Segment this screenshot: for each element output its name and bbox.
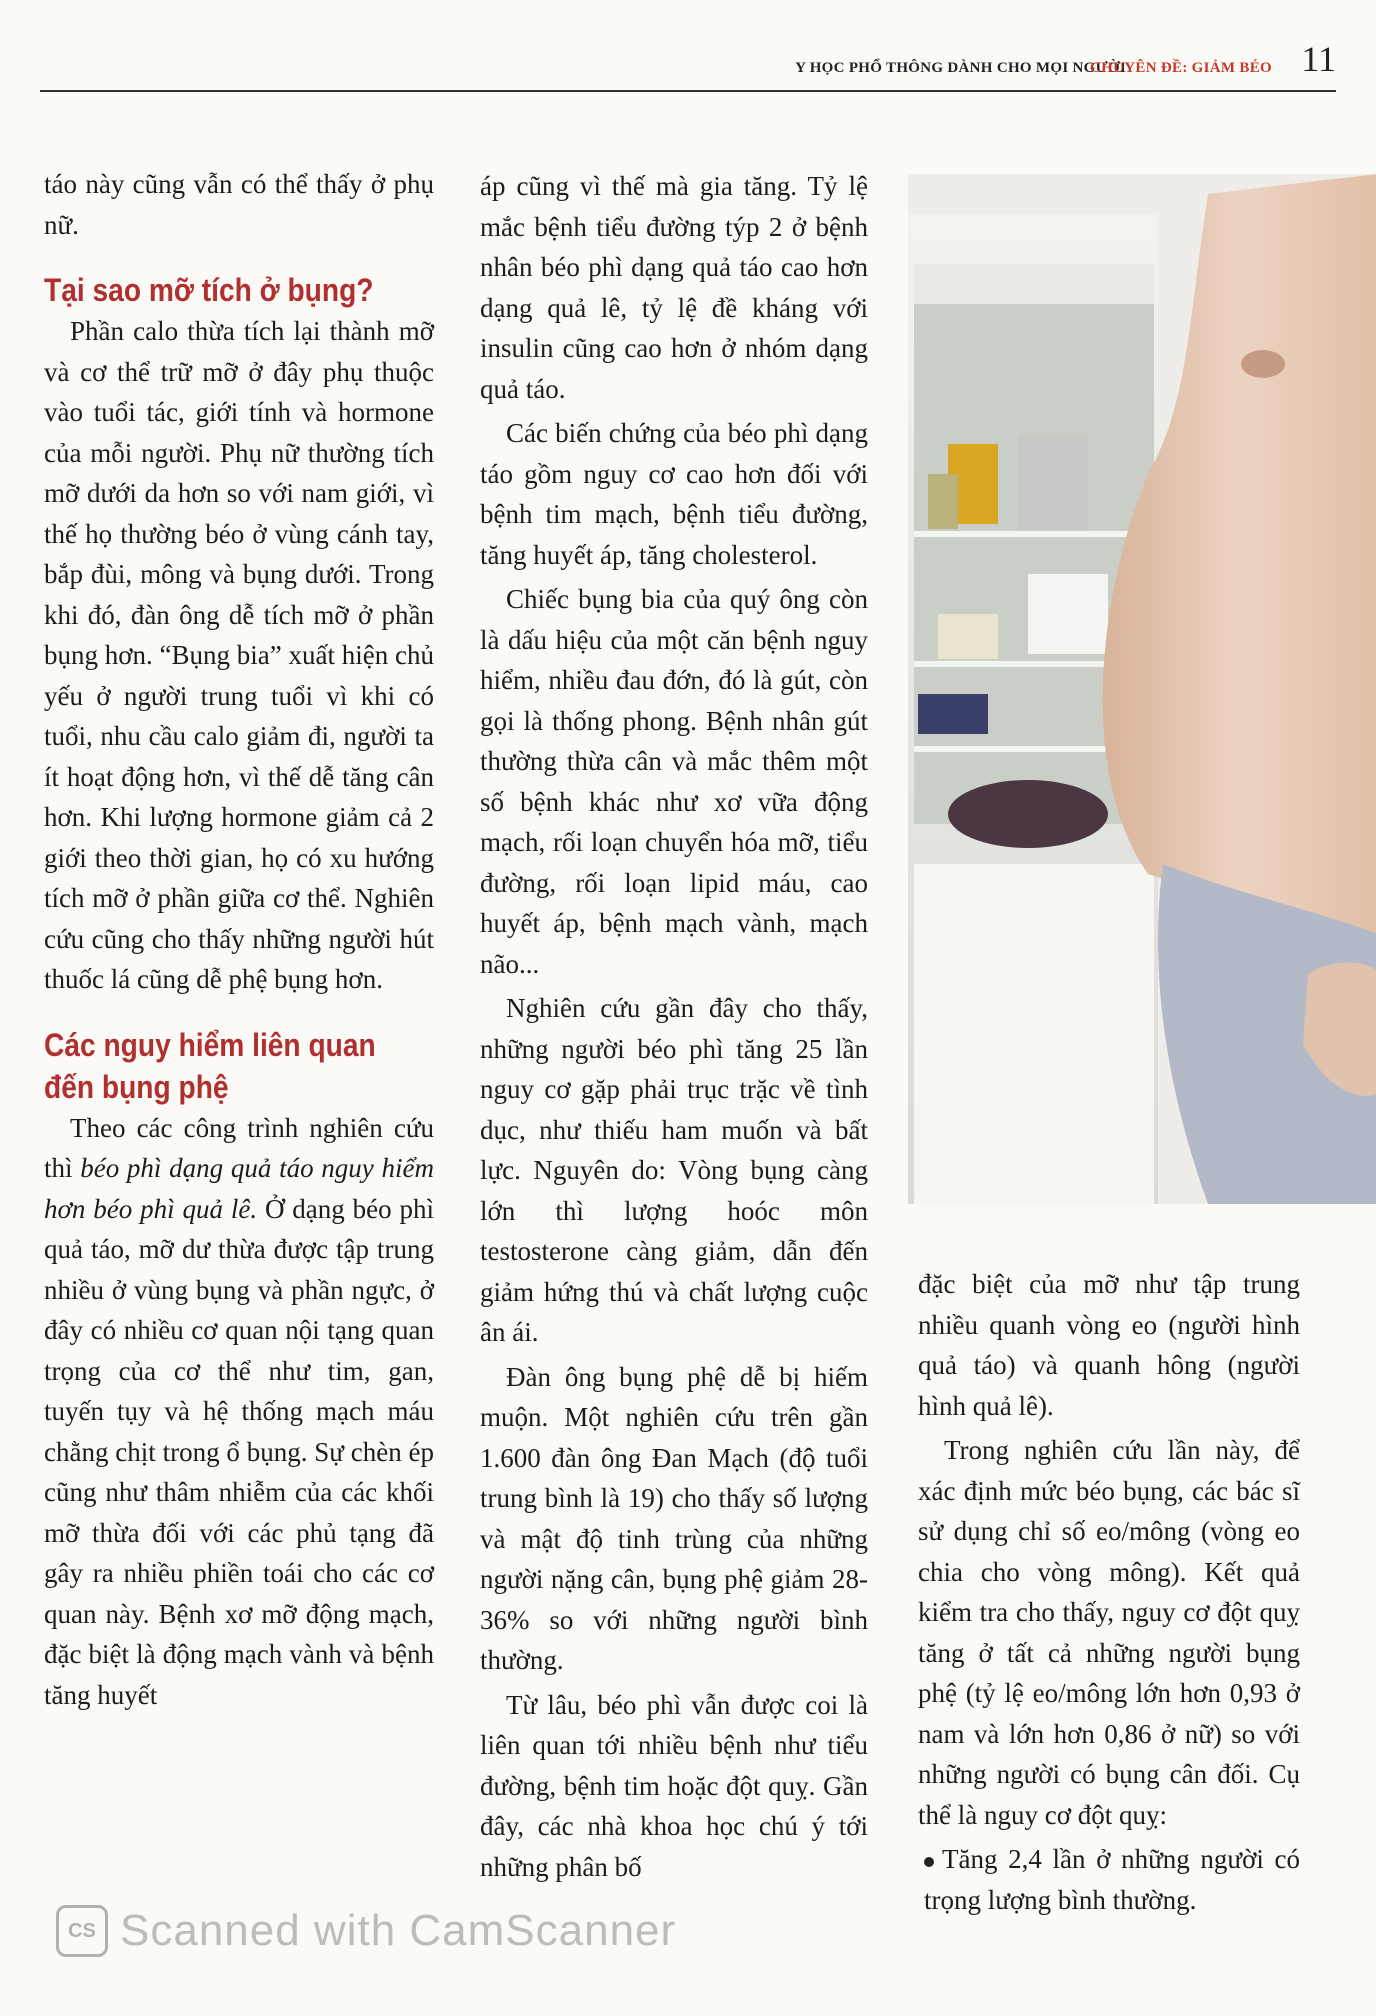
page-header xyxy=(40,34,1336,92)
paragraph: Chiếc bụng bia của quý ông còn là dấu hiệu của một căn bệnh nguy hiểm, nhiều đau đớn, đó là gút, còn gọi là thống phong. Bệnh nhân gút thường thừa cân và mắc thêm một số bệnh khác như xơ vữa động mạch, rối loạn chuyển hóa mỡ, tiểu đường, rối loạn lipid máu, cao huyết áp, bệnh mạch vành, mạch não... xyxy=(480,584,868,979)
camscanner-logo-icon: CS xyxy=(56,1905,108,1957)
paragraph: Các biến chứng của béo phì dạng táo gồm nguy cơ cao hơn đối với bệnh tim mạch, bệnh tiểu đường, tăng huyết áp, tăng cholesterol. xyxy=(480,418,868,570)
topic-label: CHUYÊN ĐỀ: GIẢM BÉO xyxy=(1090,60,1272,76)
watermark-text: Scanned with CamScanner xyxy=(120,1906,677,1955)
paragraph: Nghiên cứu gần đây cho thấy, những người béo phì tăng 25 lần nguy cơ gặp phải trục trặc về tình dục, như thiếu ham muốn và bất lực. Nguyên do: Vòng bụng càng lớn thì lượng hoóc môn testosterone càng giảm, dẫn đến giảm hứng thú và chất lượng cuộc ân ái. xyxy=(480,993,868,1347)
paragraph: Phần calo thừa tích lại thành mỡ và cơ thể trữ mỡ ở đây phụ thuộc vào tuổi tác, giới tính và hormone của mỗi người. Phụ nữ thường tích mỡ dưới da hơn so với nam giới, vì thế họ thường béo ở vùng cánh tay, bắp đùi, mông và bụng dưới. Trong khi đó, đàn ông dễ tích mỡ ở phần bụng hơn. “Bụng bia” xuất hiện chủ yếu ở người trung tuổi vì khi có tuổi, nhu cầu calo giảm đi, người ta ít hoạt động hơn, vì thế dễ tăng cân hơn. Khi lượng hormone giảm cả 2 giới theo thời gian, họ có xu hướng tích mỡ ở phần giữa cơ thể. Nghiên cứu cũng cho thấy những người hút thuốc lá cũng dễ phệ bụng hơn. xyxy=(44,316,434,994)
page-number: 11 xyxy=(1301,39,1336,79)
paragraph: Từ lâu, béo phì vẫn được coi là liên quan tới nhiều bệnh như tiểu đường, bệnh tim hoặc đột quỵ. Gần đây, các nhà khoa học chú ý tới những phân bố xyxy=(480,1689,868,1882)
paragraph: áp cũng vì thế mà gia tăng. Tỷ lệ mắc bệnh tiểu đường týp 2 ở bệnh nhân béo phì dạng quả táo cao hơn dạng quả lê, tỷ lệ đề kháng với insulin cũng cao hơn ở nhóm dạng quả táo. xyxy=(480,171,868,404)
paragraph-text: Ở dạng béo phì quả táo, mỡ dư thừa được tập trung nhiều ở vùng bụng và phần ngực, ở đây có nhiều cơ quan nội tạng quan trọng của cơ thể như tim, gan, tuyến tụy và hệ thống mạch máu chằng chịt trong ổ bụng. Sự chèn ép cũng như thâm nhiễm của các khối mỡ thừa đối với các phủ tạng đã gây ra nhiều phiền toái cho các cơ quan này. Bệnh xơ mỡ động mạch, đặc biệt là động mạch vành và bệnh tăng huyết xyxy=(44,1193,434,1710)
paragraph-text: Theo các công trình nghiên cứu thì xyxy=(44,1112,434,1183)
paragraph: đặc biệt của mỡ như tập trung nhiều quanh vòng eo (người hình quả táo) và quanh hông (người hình quả lê). xyxy=(918,1269,1300,1421)
column-3 xyxy=(918,1264,1300,1924)
photo-illustration xyxy=(908,174,1376,1204)
paragraph: Trong nghiên cứu lần này, để xác định mức béo bụng, các bác sĩ sử dụng chỉ số eo/mông (vòng eo chia cho vòng mông). Kết quả kiểm tra cho thấy, nguy cơ đột quỵ tăng ở tất cả những người bụng phệ (tỷ lệ eo/mông lớn hơn 0,93 ở nam và lớn hơn 0,86 ở nữ) so với những người có bụng cân đối. Cụ thể là nguy cơ đột quỵ: xyxy=(918,1435,1300,1830)
section-heading-why-belly-fat: Tại sao mỡ tích ở bụng? xyxy=(44,272,374,308)
bullet-text: Tăng 2,4 lần ở những người có trọng lượng bình thường. xyxy=(924,1844,1300,1915)
bullet-item xyxy=(918,1839,1300,1920)
scanner-watermark xyxy=(56,1898,736,1964)
bullet-icon xyxy=(924,1857,934,1867)
paragraph: táo này cũng vẫn có thể thấy ở phụ nữ. xyxy=(44,169,434,240)
column-1 xyxy=(44,164,434,1719)
column-2 xyxy=(480,166,868,1891)
photo-belly-fridge xyxy=(908,174,1376,1204)
paragraph xyxy=(44,1108,434,1716)
emphasis-text: béo phì dạng quả táo nguy hiểm hơn béo phì quả lê. xyxy=(44,1153,434,1224)
paragraph: Đàn ông bụng phệ dễ bị hiếm muộn. Một nghiên cứu trên gần 1.600 đàn ông Đan Mạch (độ tuổi trung bình là 19) cho thấy số lượng và mật độ tinh trùng của những người nặng cân, bụng phệ giảm 28- 36% so với những người bình thường. xyxy=(480,1361,868,1675)
publication-name: Y HỌC PHỔ THÔNG DÀNH CHO MỌI NGƯỜI xyxy=(795,60,1126,76)
section-heading-dangers: Các nguy hiểm liên quan đến bụng phệ xyxy=(44,1026,376,1105)
